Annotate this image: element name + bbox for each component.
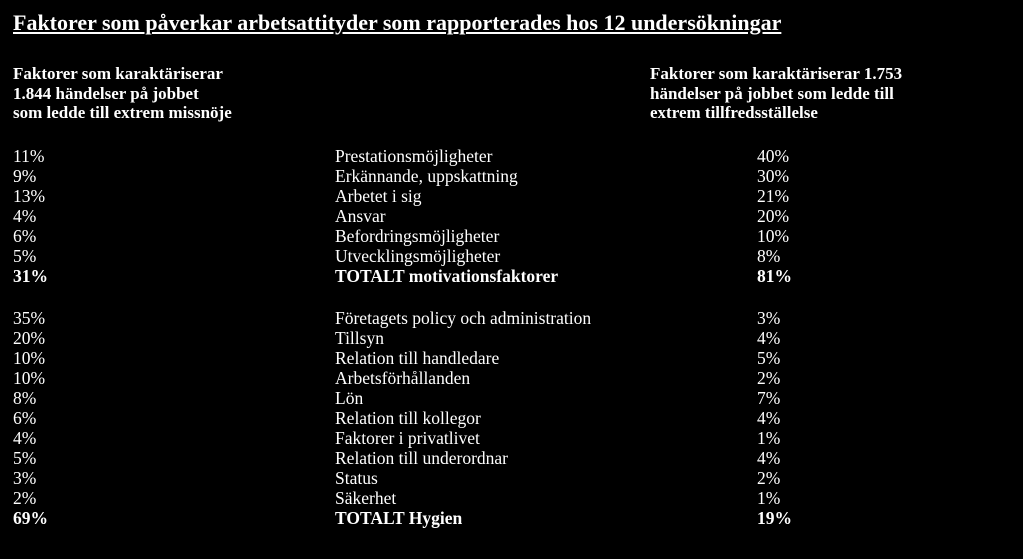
- dissatisfaction-percent: 20%: [13, 328, 46, 348]
- page-title: Faktorer som påverkar arbetsattityder som rapporterades hos 12 undersökningar: [13, 10, 782, 35]
- factor-name: Arbetet i sig: [335, 186, 422, 206]
- table-row: [0, 408, 1023, 428]
- header-right-line-3: extrem tillfredsställelse: [650, 103, 818, 122]
- satisfaction-percent: 21%: [757, 186, 790, 206]
- factor-name: Erkännande, uppskattning: [335, 166, 518, 186]
- table-row: [0, 246, 1023, 266]
- table-row: [0, 488, 1023, 508]
- table-row: [0, 388, 1023, 408]
- factor-name: Ansvar: [335, 206, 386, 226]
- factor-name: Prestationsmöjligheter: [335, 146, 493, 166]
- factor-name: Utvecklingsmöjligheter: [335, 246, 501, 266]
- dissatisfaction-percent: 11%: [13, 146, 45, 166]
- table-row: [0, 468, 1023, 488]
- header-right-line-1: Faktorer som karaktäriserar 1.753: [650, 64, 903, 83]
- satisfaction-percent: 4%: [757, 408, 781, 428]
- table-row: [0, 308, 1023, 328]
- header-left-line-3: som ledde till extrem missnöje: [13, 103, 232, 122]
- table-row: [0, 166, 1023, 186]
- motivation-total-row: [0, 266, 1023, 286]
- dissatisfaction-total: 31%: [13, 266, 48, 286]
- header-left-line-1: Faktorer som karaktäriserar: [13, 64, 223, 83]
- dissatisfaction-percent: 4%: [13, 206, 37, 226]
- header-satisfaction: [650, 64, 902, 123]
- table-row: [0, 428, 1023, 448]
- total-label: TOTALT Hygien: [335, 508, 463, 528]
- satisfaction-percent: 8%: [757, 246, 781, 266]
- table-row: [0, 368, 1023, 388]
- factor-name: Arbetsförhållanden: [335, 368, 471, 388]
- dissatisfaction-percent: 10%: [13, 348, 46, 368]
- satisfaction-percent: 4%: [757, 328, 781, 348]
- total-label: TOTALT motivationsfaktorer: [335, 266, 559, 286]
- factor-name: Relation till handledare: [335, 348, 500, 368]
- table-row: [0, 186, 1023, 206]
- dissatisfaction-percent: 13%: [13, 186, 46, 206]
- satisfaction-total: 19%: [757, 508, 792, 528]
- satisfaction-percent: 1%: [757, 428, 781, 448]
- dissatisfaction-percent: 5%: [13, 246, 37, 266]
- satisfaction-total: 81%: [757, 266, 792, 286]
- dissatisfaction-percent: 8%: [13, 388, 37, 408]
- dissatisfaction-percent: 6%: [13, 408, 37, 428]
- table-row: [0, 328, 1023, 348]
- factor-name: Tillsyn: [335, 328, 384, 348]
- dissatisfaction-total: 69%: [13, 508, 48, 528]
- table-row: [0, 226, 1023, 246]
- header-dissatisfaction: [13, 64, 232, 123]
- hygiene-total-row: [0, 508, 1023, 528]
- factor-name: Relation till kollegor: [335, 408, 481, 428]
- header-left-line-2: 1.844 händelser på jobbet: [13, 83, 199, 103]
- satisfaction-percent: 5%: [757, 348, 781, 368]
- dissatisfaction-percent: 35%: [13, 308, 46, 328]
- header-right-line-2: händelser på jobbet som ledde till: [650, 83, 894, 103]
- factor-name: Faktorer i privatlivet: [335, 428, 480, 448]
- factor-name: Säkerhet: [335, 488, 397, 508]
- satisfaction-percent: 40%: [757, 146, 790, 166]
- satisfaction-percent: 4%: [757, 448, 781, 468]
- dissatisfaction-percent: 2%: [13, 488, 37, 508]
- satisfaction-percent: 20%: [757, 206, 790, 226]
- motivation-factors-table: [0, 146, 1023, 286]
- hygiene-factors-table: [0, 308, 1023, 528]
- dissatisfaction-percent: 9%: [13, 166, 37, 186]
- satisfaction-percent: 10%: [757, 226, 790, 246]
- satisfaction-percent: 2%: [757, 368, 781, 388]
- satisfaction-percent: 30%: [757, 166, 790, 186]
- factor-name: Relation till underordnar: [335, 448, 509, 468]
- table-row: [0, 206, 1023, 226]
- satisfaction-percent: 3%: [757, 308, 781, 328]
- dissatisfaction-percent: 3%: [13, 468, 37, 488]
- factor-name: Status: [335, 468, 378, 488]
- table-row: [0, 348, 1023, 368]
- satisfaction-percent: 2%: [757, 468, 781, 488]
- factor-name: Befordringsmöjligheter: [335, 226, 500, 246]
- table-row: [0, 448, 1023, 468]
- factor-name: Lön: [335, 388, 364, 408]
- dissatisfaction-percent: 10%: [13, 368, 46, 388]
- dissatisfaction-percent: 4%: [13, 428, 37, 448]
- satisfaction-percent: 7%: [757, 388, 781, 408]
- table-row: [0, 146, 1023, 166]
- dissatisfaction-percent: 6%: [13, 226, 37, 246]
- satisfaction-percent: 1%: [757, 488, 781, 508]
- factor-name: Företagets policy och administration: [335, 308, 592, 328]
- dissatisfaction-percent: 5%: [13, 448, 37, 468]
